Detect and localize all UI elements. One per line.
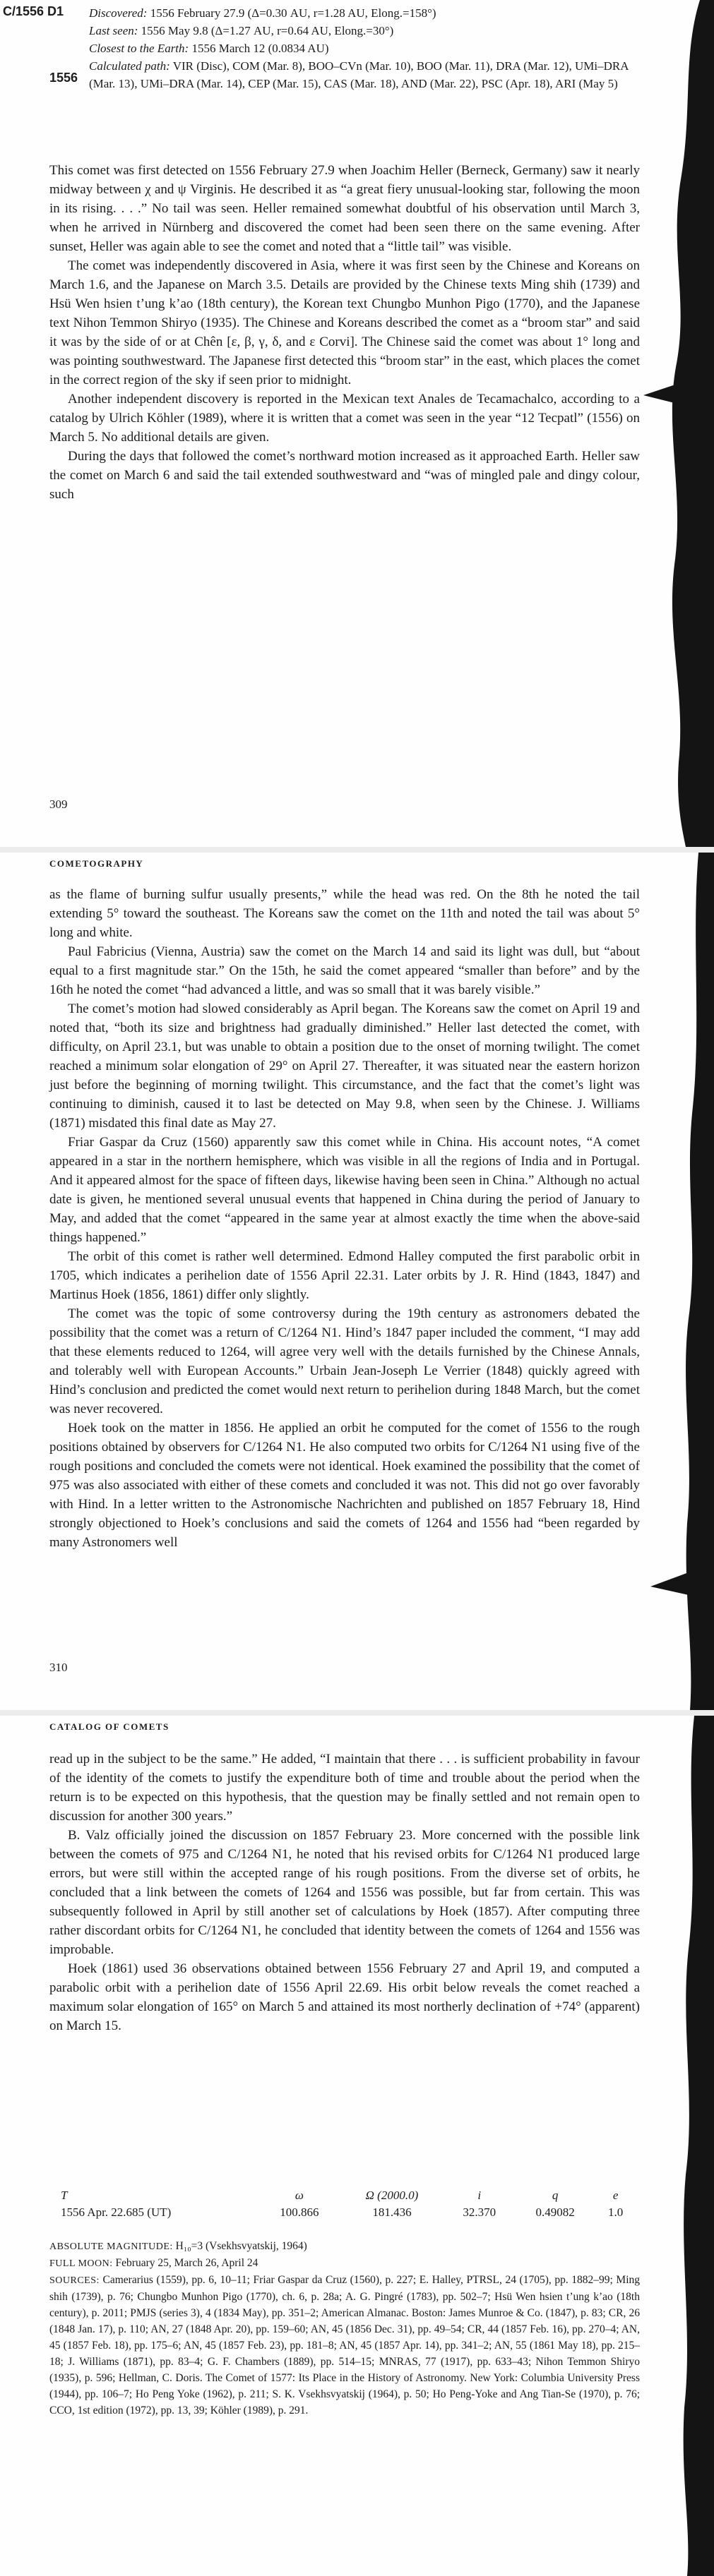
paragraph: This comet was first detected on 1556 February 27.9 when Joachim Heller (Berneck, Germany) saw it nearly midway between χ and ψ Virginis. He described it as “a great fiery unusual-looking star, following the moon in its rising. . . .” No tail was seen. Heller remained somewhat doubtful of his observation until March 3, when he arrived in Nürnberg and discovered the comet had been seen there on the same evening. After sunset, Heller was again able to see the comet and noted that a “little tail” was visible.: [49, 163, 640, 254]
paragraph: The comet was the topic of some controversy during the 19th century as astronomers debated the possibility that the comet was a return of C/1264 N1. Hind’s 1847 paper included the comment, “I may add that these elements reduced to 1264, will agree very well with the details furnished by the Chinese Annals, and tolerably well with European Accounts.” Urbain Jean-Joseph Le Verrier (1848) quickly agreed with Hind’s conclusion and predicted the comet would next return to perihelion during 1848 March, but the comet was never recovered.: [49, 1306, 640, 1416]
orbit-value-row: [56, 2204, 636, 2221]
page-309: [0, 0, 714, 847]
paragraph: Paul Fabricius (Vienna, Austria) saw the comet on the March 14 and said its light was dull, but “about equal to a first magnitude star.” On the 15th, he said the comet appeared “smaller than before” and by the 16th he noted the comet “had advanced a little, and was so small that it was barely visible.”: [49, 944, 640, 997]
orbit-value-cell: 32.370: [463, 2205, 496, 2219]
orbit-value-cell: 1556 Apr. 22.685 (UT): [61, 2205, 172, 2219]
full-moon: FULL MOON: February 25, March 26, April 24: [49, 2257, 258, 2269]
meta-last-seen: Last seen: 1556 May 9.8 (Δ=1.27 AU, r=0.64 AU, Elong.=30°): [89, 24, 394, 37]
paragraph: Another independent discovery is reported in the Mexican text Anales de Tecamachalco, according to a catalog by Ulrich Köhler (1989), where it is written that a comet was seen in the year “12 Tecpatl” (1556) on March 5. No additional details are given.: [49, 392, 640, 445]
body-text: [49, 161, 640, 504]
meta-path: Calculated path: VIR (Disc), COM (Mar. 8), BOO–CVn (Mar. 10), BOO (Mar. 11), DRA (Mar. 12), UMi–DRA (Mar. 13), UMi–DRA (Mar. 14), CEP (Mar. 15), CAS (Mar. 18), AND (Mar. 22), PSC (Apr. 18), ARI (May 5): [89, 59, 629, 90]
absolute-magnitude: ABSOLUTE MAGNITUDE: H₁₀=3 (Vsekhsvyatskij, 1964): [49, 2240, 307, 2252]
paragraph: The comet’s motion had slowed considerably as April began. The Koreans saw the comet on April 19 and noted that, “both its size and brightness had gradually diminished.” Heller last detected the comet, with difficulty, on April 23.1, but was unable to obtain a position due to the onset of morning twilight. The comet reached a minimum solar elongation of 29° on April 27. Thereafter, it was situated near the eastern horizon just before the beginning of morning twilight. This circumstance, and the fact that the comet’s light was continuing to diminish, caused it to last be detected on May 9.8, when seen by the Chinese. J. Williams (1871) misdated this final date as May 27.: [49, 1001, 640, 1131]
paragraph: The comet was independently discovered in Asia, where it was first seen by the Chinese and Koreans on March 1.6, and the Japanese on March 3.5. Details are provided by the Chinese texts Ming shih (1739) and Hsü Wen hsien t’ung k’ao (18th century), the Korean text Chungbo Munhon Pigo (1770), and the Japanese text Nihon Temmon Shiryo (1935). The Chinese and Koreans described the comet as a “broom star” and said it was by the side of or at Chên [ε, β, γ, δ, and ε Corvi]. The Chinese said the comet was about 1° long and was pointing southwestward. The Japanese first detected this “broom star” in the east, which places the comet in the correct region of the sky if seen prior to midnight.: [49, 258, 640, 387]
orbit-value-cell: 0.49082: [535, 2205, 575, 2219]
orbit-header-row: [56, 2187, 636, 2204]
orbit-header-cell: Ω (2000.0): [365, 2189, 419, 2202]
paragraph: as the flame of burning sulfur usually presents,” while the head was red. On the 8th he noted the tail extending 5° toward the southeast. The Koreans saw the comet on the 11th and noted the tail was about 5° long and white.: [49, 887, 640, 940]
page-310: [0, 853, 714, 1710]
orbit-header-cell: T: [61, 2189, 68, 2202]
comet-designation: C/1556 D1: [3, 4, 64, 18]
page-divider: [0, 847, 714, 853]
orbit-header-cell: e: [612, 2189, 619, 2202]
meta-discovered: Discovered: 1556 February 27.9 (Δ=0.30 AU, r=1.28 AU, Elong.=158°): [89, 6, 436, 20]
meta-closest: Closest to the Earth: 1556 March 12 (0.0834 AU): [89, 42, 329, 55]
running-head: CATALOG OF COMETS: [49, 1721, 169, 1732]
running-head: COMETOGRAPHY: [49, 858, 144, 869]
orbit-header-cell: i: [477, 2189, 482, 2202]
paragraph: During the days that followed the comet’s northward motion increased as it approached Earth. Heller saw the comet on March 6 and said the tail extended southwestward and “was of mingled pale and dingy colour, such: [49, 449, 640, 502]
orbital-elements-table: [56, 2187, 636, 2221]
orbit-value-cell: 100.866: [280, 2205, 319, 2219]
page-number: 310: [49, 1661, 68, 1674]
page-311: [0, 1716, 714, 2576]
orbit-header-cell: q: [552, 2189, 559, 2202]
year-label: 1556: [49, 71, 78, 85]
paragraph: The orbit of this comet is rather well determined. Edmond Halley computed the first parabolic orbit in 1705, which indicates a perihelion date of 1556 April 22.31. Later orbits by J. R. Hind (1843, 1847) and Martinus Hoek (1856, 1861) differ only slightly.: [49, 1249, 640, 1302]
body-text: [49, 885, 640, 1552]
paragraph: read up in the subject to be the same.” He added, “I maintain that there . . . is sufficient probability in favour of the identity of the comets to justify the expenditure both of time and trouble about the period when the return is to be expected on this hypothesis, that the question may be finally settled and not remain open to discussion for another 300 years.”: [49, 1752, 640, 1824]
paragraph: Hoek took on the matter in 1856. He applied an orbit he computed for the comet of 1556 to the rough positions obtained by observers for C/1264 N1. He also computed two orbits for C/1264 N1 using five of the rough positions and concluded the comets were not identical. Hoek examined the possibility that the comet of 975 was also associated with either of these comets and concluded it was not. This did not go over favorably with Hind. In a letter written to the Astronomische Nachrichten and published on 1857 February 18, Hind strongly objectioned to Hoek’s conclusions and said the comets of 1264 and 1556 had “been regarded by many Astronomers well: [49, 1421, 640, 1550]
comet-meta-block: [89, 4, 640, 92]
sources: SOURCES: Camerarius (1559), pp. 6, 10–11; Friar Gaspar da Cruz (1560), p. 227; E. Halley, PTRSL, 24 (1705), pp. 1882–99; Ming shih (1739), p. 76; Chungbo Munhon Pigo (1770), ch. 6, p. 28a; A. G. Pingré (1783), pp. 502–7; Hsü Wen hsien t’ung k’ao (18th century), p. 2011; PMJS (series 3), 4 (1834 May), pp. 351–2; American Almanac. Boston: James Munroe & Co. (1847), p. 83; CR, 26 (1848 Jan. 17), p. 110; AN, 27 (1848 Apr. 20), pp. 159–60; AN, 45 (1856 Dec. 31), pp. 49–54; CR, 44 (1857 Feb. 16), pp. 270–4; AN, 45 (1857 Feb. 18), pp. 175–6; AN, 45 (1857 Feb. 23), pp. 181–8; AN, 45 (1857 Apr. 14), pp. 341–2; AN, 55 (1861 May 18), pp. 215–18; J. Williams (1871), pp. 83–4; G. F. Chambers (1889), pp. 514–15; MNRAS, 77 (1917), pp. 633–43; Nihon Temmon Shiryo (1935), p. 596; Hellman, C. Doris. The Comet of 1577: Its Place in the History of Astronomy. New York: Columbia University Press (1944), pp. 106–7; Ho Peng Yoke (1962), p. 211; S. K. Vsekhsvyatskij (1964), p. 50; Ho Peng-Yoke and Ang Tian-Se (1970), p. 76; CCO, 1st edition (1972), pp. 13, 39; Köhler (1989), p. 291.: [49, 2274, 640, 2416]
reference-notes: [49, 2238, 640, 2419]
orbit-value-cell: 181.436: [372, 2205, 412, 2219]
orbit-value-cell: 1.0: [608, 2205, 624, 2219]
orbit-header-cell: ω: [294, 2189, 304, 2202]
paragraph: Hoek (1861) used 36 observations obtained between 1556 February 27 and April 19, and computed a parabolic orbit with a perihelion date of 1556 April 22.69. His orbit below reveals the comet reached a maximum solar elongation of 165° on March 5 and attained its most northerly declination of +74° (apparent) on March 15.: [49, 1961, 640, 2033]
page-divider: [0, 1710, 714, 1716]
paragraph: B. Valz officially joined the discussion on 1857 February 23. More concerned with the possible link between the comets of 975 and C/1264 N1, he noted that his revised orbits for C/1264 N1 produced large errors, but were still within the accepted range of his rough positions. From the diverse set of orbits, he concluded that a link between the comets of 1264 and 1556 was possible, but far from certain. This was subsequently followed in April by still another set of calculations by Hoek (1857). After computing three rather discordant orbits for C/1264 N1, he concluded that identity between the comets of 1264 and 1556 was improbable.: [49, 1828, 640, 1957]
page-number: 309: [49, 798, 68, 811]
body-text: [49, 1750, 640, 2035]
paragraph: Friar Gaspar da Cruz (1560) apparently saw this comet while in China. His account notes, “A comet appeared in a star in the northern hemisphere, which was visible in all the regions of India and in Portugal. And it appeared almost for the space of fifteen days, likewise having been seen in China.” Although no actual date is given, he mentioned several unusual events that happened in China during the period of January to May, and added that the comet “appeared in the same year at almost exactly the time when the above-said things happened.”: [49, 1135, 640, 1245]
